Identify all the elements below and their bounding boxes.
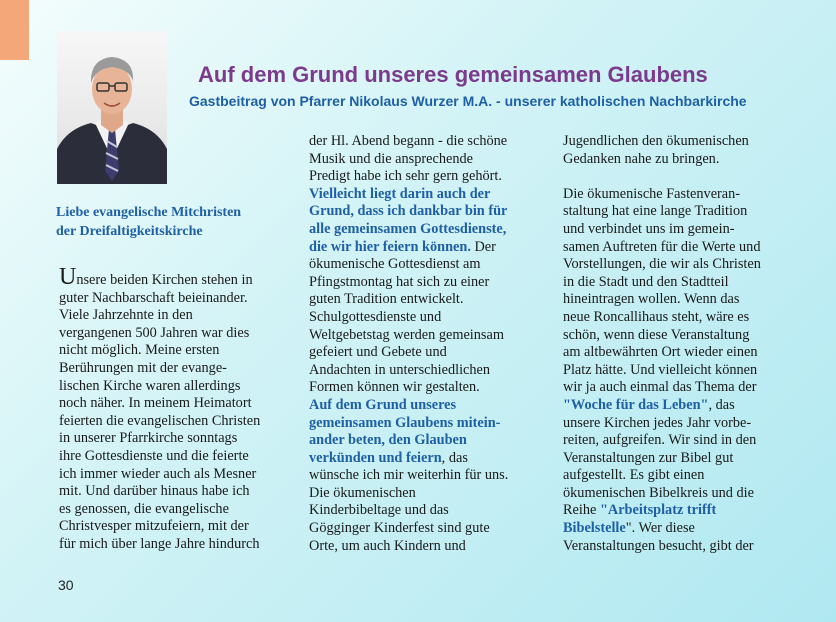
highlight-span: "Arbeitsplatz trifft — [599, 502, 717, 519]
highlight-line: Vielleicht liegt darin auch der — [309, 185, 491, 202]
text-line: unsere Kirchen jedes Jahr vorbe- — [563, 414, 752, 431]
text-line: feierten die evangelischen Christen — [59, 412, 261, 429]
text-line: nicht möglich. Meine ersten — [59, 342, 220, 359]
text-line: Veranstaltungen besucht, gibt der — [563, 537, 754, 554]
highlight-span: die wir hier feiern können. — [309, 238, 471, 255]
text-line: ökumenischen Bibelkreis und die — [563, 484, 754, 501]
highlight-line: Auf dem Grund unseres — [309, 396, 457, 413]
text-line: Viele Jahrzehnte in den — [59, 307, 193, 324]
text-line — [59, 264, 279, 290]
text-line — [563, 520, 783, 538]
text-line: Gögginger Kinderfest sind gute — [309, 520, 490, 537]
text-line: Schulgottesdienste und — [309, 308, 442, 325]
text-line: Predigt habe ich sehr gern gehört. — [309, 168, 502, 185]
author-portrait — [57, 31, 167, 184]
highlight-span: "Woche für das Leben" — [563, 396, 709, 413]
text-line: noch näher. In meinem Heimatort — [59, 395, 252, 412]
text-line: samen Auftreten für die Werte und — [563, 238, 761, 255]
text-line: Die ökumenischen — [309, 484, 416, 501]
text-line — [563, 397, 783, 415]
text-line: aufgestellt. Es gibt einen — [563, 467, 705, 484]
text-line — [563, 502, 783, 520]
column-2 — [309, 133, 531, 555]
text-line — [309, 239, 531, 257]
paragraph-gap — [563, 168, 783, 186]
text-line: Christvesper mitzufeiern, mit der — [59, 518, 249, 535]
salutation-line: Liebe evangelische Mitchristen — [56, 205, 242, 220]
text-line: Orte, um auch Kindern und — [309, 537, 466, 554]
text-line: Musik und die ansprechende — [309, 150, 473, 167]
text-span: , das — [708, 396, 735, 413]
text-line: für mich über lange Jahre hindurch — [59, 535, 260, 552]
text-span: nsere beiden Kirchen stehen in — [76, 272, 253, 288]
text-span: ". Wer diese — [625, 520, 695, 537]
text-line: in die Stadt und den Stadtteil — [563, 273, 729, 290]
text-line: vergangenen 500 Jahren war dies — [59, 324, 250, 341]
drop-cap: U — [59, 264, 77, 290]
text-line: mit. Und darüber hinaus habe ich — [59, 483, 250, 500]
highlight-line: gemeinsamen Glaubens mitein- — [309, 414, 501, 431]
text-span: Der — [470, 238, 496, 255]
text-line: ihre Gottesdienste und die feierte — [59, 447, 249, 464]
text-line: Berührungen mit der evange- — [59, 359, 227, 376]
text-span: Reihe — [563, 502, 600, 519]
text-line: Platz hätte. Und vielleicht können — [563, 361, 758, 378]
text-line: staltung hat eine lange Tradition — [563, 203, 748, 220]
text-line: es genossen, die evangelische — [59, 500, 229, 517]
text-line: und verbindet uns im gemein- — [563, 220, 735, 237]
text-line: Die ökumenische Fastenveran- — [563, 185, 741, 202]
text-line: Formen können wir gestalten. — [309, 379, 480, 396]
text-line: hineintragen wollen. Wenn das — [563, 291, 740, 308]
text-line: Gedanken nahe zu bringen. — [563, 150, 720, 167]
text-line: der Hl. Abend begann - die schöne — [309, 133, 508, 149]
text-line: wir ja auch einmal das Thema der — [563, 379, 757, 396]
page-number: 30 — [58, 577, 74, 593]
corner-tab — [0, 0, 29, 60]
text-line: neue Roncallihaus steht, wäre es — [563, 308, 750, 325]
salutation — [56, 203, 276, 241]
salutation-line: der Dreifaltigkeitskirche — [56, 224, 203, 239]
text-line: guter Nachbarschaft beieinander. — [59, 289, 248, 306]
text-span: , das — [441, 449, 468, 466]
highlight-span: verkünden und feiern — [309, 449, 442, 466]
text-line: ich immer wieder auch als Mesner — [59, 465, 257, 482]
text-line: Vorstellungen, die wir als Christen — [563, 256, 761, 273]
text-line: lischen Kirche waren allerdings — [59, 377, 241, 394]
text-line: am altbewährten Ort wieder einen — [563, 344, 758, 361]
text-line: Andachten in unterschiedlichen — [309, 361, 491, 378]
text-line: Weltgebetstag werden gemeinsam — [309, 326, 504, 343]
column-1 — [59, 264, 279, 554]
text-line: Kinderbibeltage und das — [309, 502, 449, 519]
text-line: schön, wenn diese Veranstaltung — [563, 326, 750, 343]
text-line: Pfingstmontag hat sich zu einer — [309, 273, 490, 290]
text-line: Jugendlichen den ökumenischen — [563, 133, 749, 149]
text-line: wünsche ich mir weiterhin für uns. — [309, 467, 509, 484]
text-line: guten Tradition entwickelt. — [309, 291, 464, 308]
text-line: in unserer Pfarrkirche sonntags — [59, 430, 238, 447]
highlight-line: alle gemeinsamen Gottesdienste, — [309, 220, 507, 237]
highlight-line: Grund, dass ich dankbar bin für — [309, 203, 508, 220]
highlight-span: Bibelstelle — [563, 520, 626, 537]
text-line: gefeiert und Gebete und — [309, 344, 447, 361]
article-title: Auf dem Grund unseres gemeinsamen Glaubens — [198, 62, 708, 87]
text-line: reiten, aufgreifen. Wir sind in den — [563, 432, 757, 449]
text-line — [309, 450, 531, 468]
article-subtitle: Gastbeitrag von Pfarrer Nikolaus Wurzer M.A. - unserer katholischen Nachbarkirche — [189, 93, 747, 109]
text-line: Veranstaltungen zur Bibel gut — [563, 449, 734, 466]
portrait-illustration — [57, 31, 167, 184]
highlight-line: ander beten, den Glauben — [309, 432, 467, 449]
column-3 — [563, 133, 783, 555]
text-line: ökumenische Gottesdienst am — [309, 256, 481, 273]
